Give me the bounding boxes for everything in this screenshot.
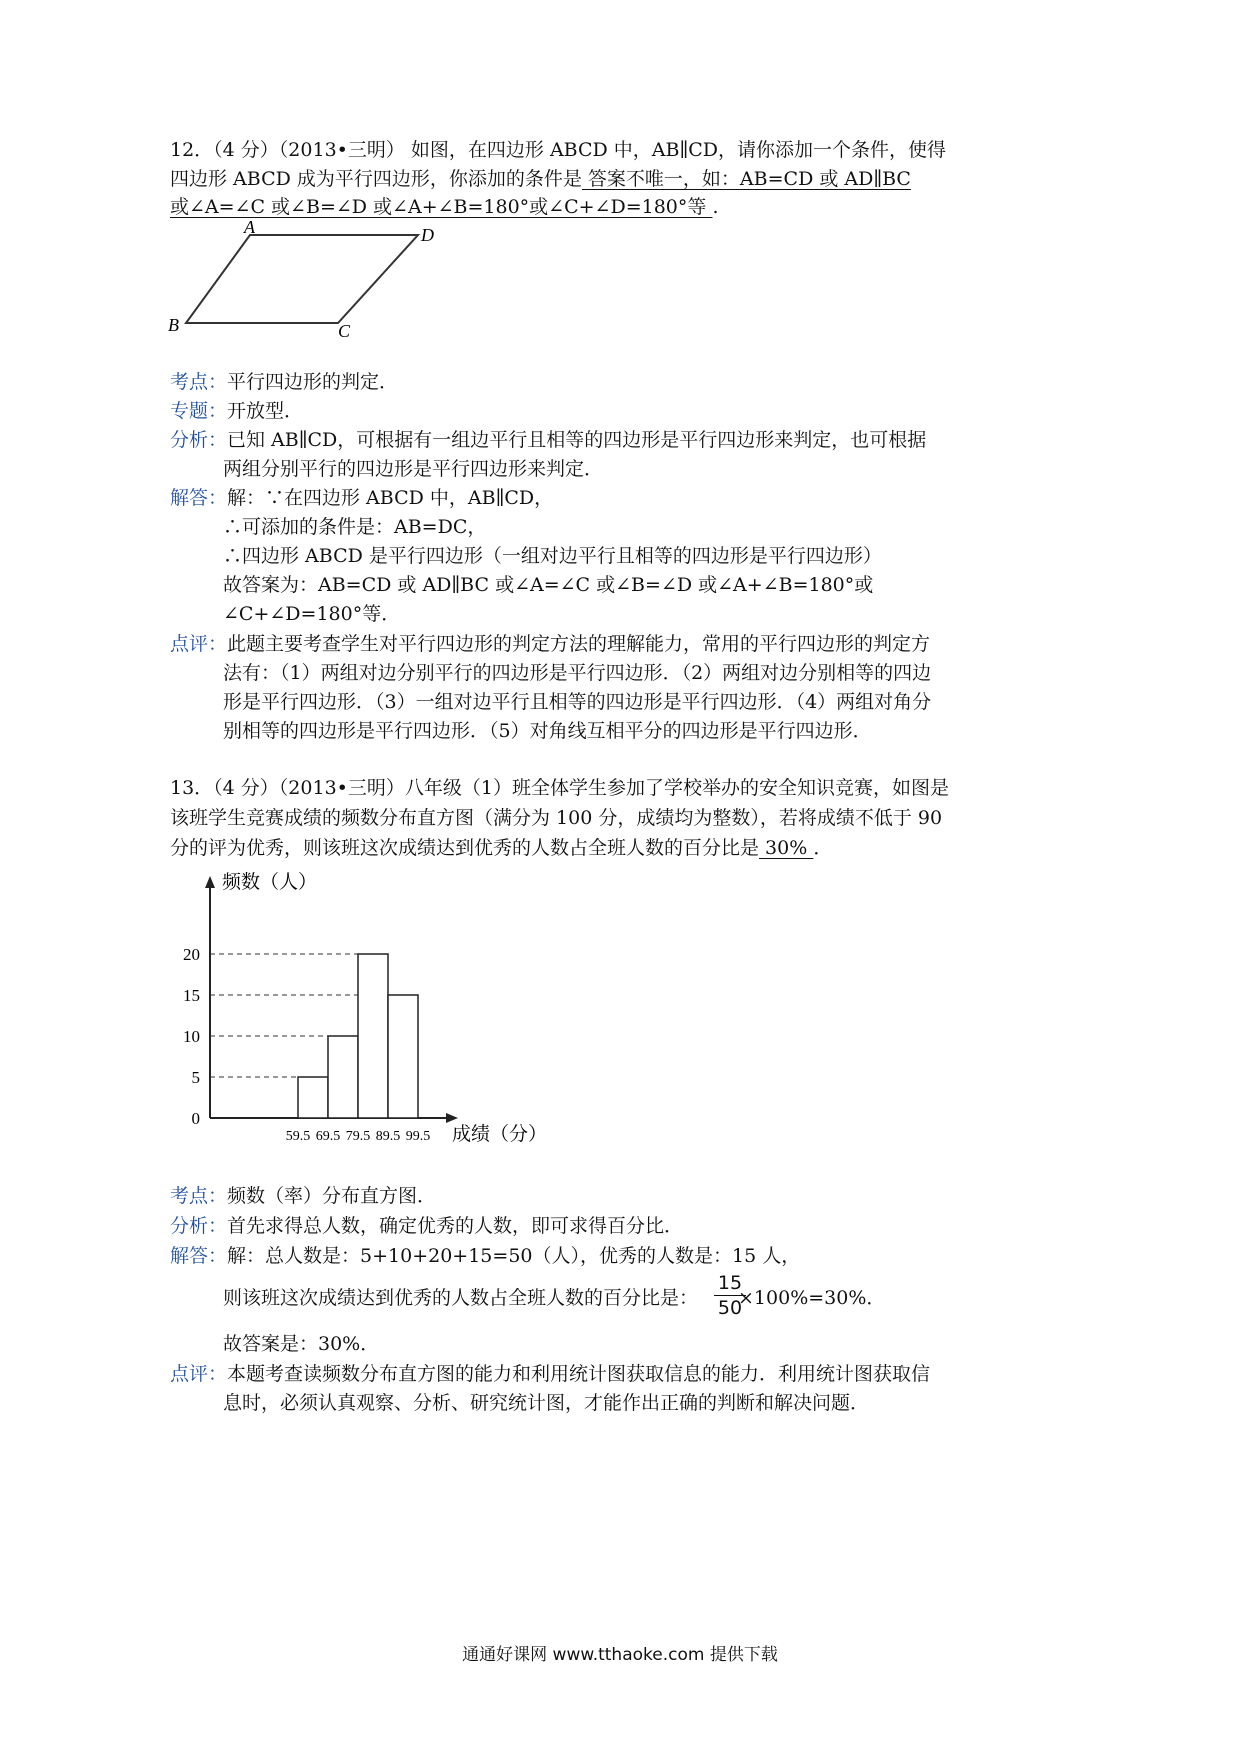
histogram-bar (358, 954, 388, 1118)
jieda-text-1: 解：∵在四边形 ABCD 中，AB∥CD， (227, 487, 554, 509)
kaodian-text: 平行四边形的判定． (227, 371, 399, 393)
kaodian-tag: 考点： (170, 371, 228, 393)
q12-jieda-2: ∴可添加的条件是：AB=DC， (223, 516, 487, 538)
q13-kaodian (170, 1184, 436, 1208)
jieda-tag: 解答： (170, 1245, 228, 1267)
dianping-text-1: 本题考查读频数分布直方图的能力和利用统计图获取信息的能力．利用统计图获取信 (227, 1363, 931, 1385)
q12-dianping-2: 法有：（1）两组对边分别平行的四边形是平行四边形．（2）两组对边分别相等的四边 (223, 662, 932, 684)
label-B: B (168, 315, 179, 335)
y-axis-title: 频数（人） (222, 871, 318, 893)
q13-line1: 13．（4 分）（2013•三明）八年级（1）班全体学生参加了学校举办的安全知识竞赛，如图是 (170, 777, 949, 799)
q13-line2: 该班学生竞赛成绩的频数分布直方图（满分为 100 分，成绩均为整数），若将成绩不低于 90 (170, 807, 943, 829)
x-axis-arrow (446, 1113, 458, 1123)
q13-jieda-2 (223, 1286, 885, 1310)
label-C: C (338, 321, 351, 341)
jieda-text-2-tail: ×100%=30%． (738, 1287, 886, 1309)
q12-dianping-3: 形是平行四边形．（3）一组对边平行且相等的四边形是平行四边形．（4）两组对角分 (223, 691, 932, 713)
x-tick-label: 89.5 (375, 1129, 401, 1144)
x-tick-label: 99.5 (405, 1129, 431, 1144)
fenxi-tag: 分析： (170, 429, 228, 451)
q13-jieda (170, 1244, 800, 1268)
q12-dianping (170, 632, 930, 656)
parallelogram-shape (186, 235, 418, 323)
fenxi-tag: 分析： (170, 1215, 228, 1237)
kaodian-tag: 考点： (170, 1185, 228, 1207)
jieda-text-2: 则该班这次成绩达到优秀的人数占全班人数的百分比是： (223, 1287, 699, 1309)
histogram-bar (388, 995, 418, 1118)
q12-dianping-4: 别相等的四边形是平行四边形．（5）对角线互相平分的四边形是平行四边形． (223, 720, 872, 742)
fraction-denominator: 50 (717, 1297, 743, 1319)
q13-line3-prefix: 分的评为优秀，则该班这次成绩达到优秀的人数占全班人数的百分比是 (170, 837, 760, 859)
y-tick-label: 0 (191, 1109, 200, 1128)
q12-zhuanti (170, 399, 303, 423)
y-tick-label: 20 (183, 945, 200, 964)
q12-jieda-3: ∴四边形 ABCD 是平行四边形（一组对边平行且相等的四边形是平行四边形） (223, 545, 882, 567)
q12-jieda-4: 故答案为：AB=CD 或 AD∥BC 或∠A=∠C 或∠B=∠D 或∠A+∠B=180°或 (223, 574, 874, 596)
q13-line3-suffix: ． (813, 837, 833, 859)
q12-fenxi-2: 两组分别平行的四边形是平行四边形来判定． (223, 458, 604, 480)
histogram-bar (328, 1036, 358, 1118)
y-axis-arrow (205, 876, 215, 888)
q13-fenxi (170, 1214, 683, 1238)
jieda-text-1: 解：总人数是：5+10+20+15=50（人），优秀的人数是：15 人， (227, 1245, 801, 1267)
q12-line1: 12．（4 分）（2013•三明） 如图，在四边形 ABCD 中，AB∥CD，请你添加一个条件，使得 (170, 139, 947, 161)
y-tick-label: 10 (183, 1027, 200, 1046)
kaodian-text: 频数（率）分布直方图． (227, 1185, 437, 1207)
fraction-numerator: 15 (717, 1272, 743, 1294)
q12-fenxi (170, 428, 926, 452)
x-tick-label: 79.5 (345, 1129, 371, 1144)
jieda-tag: 解答： (170, 487, 228, 509)
x-tick-label: 69.5 (315, 1129, 341, 1144)
q12-answer-part2: 或∠A=∠C 或∠B=∠D 或∠A+∠B=180°或∠C+∠D=180°等 (170, 196, 713, 218)
q13-dianping (170, 1362, 930, 1386)
q12-jieda (170, 486, 553, 510)
x-axis-title: 成绩（分） (452, 1123, 548, 1145)
label-D: D (421, 225, 434, 245)
q13-dianping-2: 息时，必须认真观察、分析、研究统计图，才能作出正确的判断和解决问题． (223, 1392, 870, 1414)
label-A: A (244, 217, 255, 237)
dianping-text-1: 此题主要考查学生对平行四边形的判定方法的理解能力，常用的平行四边形的判定方 (227, 633, 931, 655)
histogram-chart (170, 862, 570, 1162)
dianping-tag: 点评： (170, 1363, 228, 1385)
q12-line2-prefix: 四边形 ABCD 成为平行四边形，你添加的条件是 (170, 168, 582, 190)
fraction-bar (714, 1295, 746, 1296)
q13-jieda-3: 故答案是：30%． (223, 1333, 380, 1355)
x-tick-label: 59.5 (285, 1129, 311, 1144)
dianping-tag: 点评： (170, 633, 228, 655)
y-tick-label: 15 (183, 986, 200, 1005)
zhuanti-tag: 专题： (170, 400, 228, 422)
q12-answer-part1: 答案不唯一，如：AB=CD 或 AD∥BC (581, 168, 911, 190)
parallelogram-figure (160, 215, 460, 345)
q12-jieda-5: ∠C+∠D=180°等． (223, 603, 401, 625)
fenxi-text-1: 已知 AB∥CD，可根据有一组边平行且相等的四边形是平行四边形来判定，也可根据 (227, 429, 927, 451)
zhuanti-text: 开放型． (227, 400, 304, 422)
y-tick-label: 5 (191, 1068, 200, 1087)
q13-answer: 30% (759, 837, 814, 859)
q12-kaodian (170, 370, 398, 394)
q12-line3-suffix: . (712, 196, 719, 218)
fraction-15-50 (712, 1272, 748, 1319)
footer: 通通好课网 www.tthaoke.com 提供下载 (462, 1645, 778, 1665)
fenxi-text: 首先求得总人数，确定优秀的人数，即可求得百分比． (227, 1215, 684, 1237)
q13-line3 (170, 836, 832, 860)
histogram-bar (298, 1077, 328, 1118)
q12-line2 (170, 167, 911, 191)
